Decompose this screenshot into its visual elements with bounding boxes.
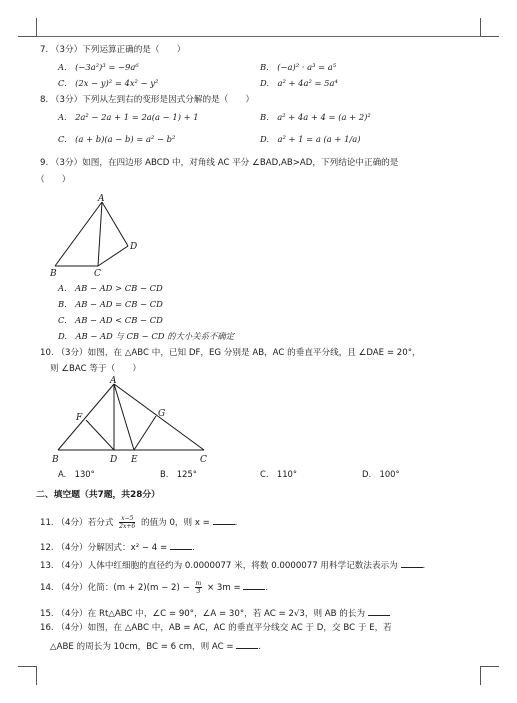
q8-option-b[interactable]: B. a² + 4a + 4 = (a + 2)² xyxy=(260,112,371,122)
q11-fraction xyxy=(119,515,135,530)
q10-option-a[interactable]: A. 130° xyxy=(58,469,95,479)
q8-option-a[interactable]: A. 2a² − 2a + 1 = 2a(a − 1) + 1 xyxy=(58,112,199,122)
q16-answer-blank[interactable] xyxy=(236,639,258,649)
q14-fraction-numerator: m xyxy=(195,580,202,587)
q10-bisector-df xyxy=(86,420,114,450)
q10-stem-line2: 则 ∠BAC 等于（ ） xyxy=(50,364,141,374)
q11-fraction-numerator: x−5 xyxy=(121,515,134,522)
q7-stem: 7. （3分）下列运算正确的是（ ） xyxy=(40,45,186,55)
q15-line xyxy=(40,606,390,620)
q14-prefix: 14. （4分）化简：(m + 2)(m − 2) − xyxy=(40,583,190,593)
q9-diagonal-ac xyxy=(98,202,102,266)
q10-label-c: C xyxy=(200,455,207,465)
q12-line: 12. （4分）分解因式：x² − 4 = . xyxy=(40,540,195,554)
q9-label-b: B xyxy=(50,269,57,279)
q16-line1: 16. （4分）如图，在 △ABC 中，AB = AC，AC 的垂直平分线交 AC 于 D，交 BC 于 E，若 xyxy=(40,623,392,633)
q8-option-d[interactable]: D. a² + 1 = a (a + 1/a) xyxy=(260,134,361,144)
q9-stem-line2: （ ） xyxy=(36,175,71,185)
q10-label-g: G xyxy=(158,409,166,419)
q9-option-d[interactable]: D. AB − AD 与 CB − CD 的大小关系不确定 xyxy=(58,331,235,341)
q14-fraction-denominator: 3 xyxy=(196,588,201,595)
q10-option-c[interactable]: C. 110° xyxy=(260,469,298,479)
q9-label-c: C xyxy=(94,269,101,279)
crop-mark-bottom-right xyxy=(480,666,499,685)
q10-label-f: F xyxy=(76,413,83,423)
q11-fraction-denominator: 2x+6 xyxy=(119,523,136,530)
q15-text: 15. （4分）在 Rt△ABC 中，∠C = 90°，∠A = 30°，若 AC = 2√3，则 AB 的长为 xyxy=(40,609,366,619)
crop-mark-bottom-left xyxy=(18,666,37,685)
q7-option-b[interactable]: B. (−a)² · a³ = a⁵ xyxy=(260,62,337,72)
q14-line: 14. （4分）化简：(m + 2)(m − 2) − $\frac{m}{3}$ × 3m = . xyxy=(40,580,269,595)
q7-option-a[interactable]: A. (−3a²)³ = −9a⁶ xyxy=(58,62,139,72)
q13-answer-blank[interactable] xyxy=(401,558,423,568)
q9-option-a[interactable]: A. AB − AD > CB − CD xyxy=(58,283,163,293)
q10-option-b[interactable]: B. 125° xyxy=(160,469,197,479)
q13-line: 13. （4分）人体中红细胞的直径约为 0.0000077 米，将数 0.0000077 用科学记数法表示为 . xyxy=(40,558,425,572)
q11-answer-blank[interactable] xyxy=(213,515,235,525)
q15-answer-blank[interactable] xyxy=(368,606,390,616)
q7-option-d[interactable]: D. a² + 4a² = 5a⁴ xyxy=(260,78,338,88)
q16-text: △ABE 的周长为 10cm，BC = 6 cm，则 AC = xyxy=(50,642,237,652)
q8-stem: 8. （3分）下列从左到右的变形是因式分解的是（ ） xyxy=(40,95,255,105)
q14-answer-blank[interactable] xyxy=(243,580,265,590)
q7-option-c[interactable]: C. (2x − y)² = 4x² − y² xyxy=(58,78,159,88)
q12-text: 12. （4分）分解因式：x² − 4 = xyxy=(40,543,170,553)
q10-bisector-eg xyxy=(134,416,156,450)
q10-label-d: D xyxy=(110,455,118,465)
q14-fraction xyxy=(195,580,203,595)
q9-side-da xyxy=(102,202,128,246)
q9-side-cd xyxy=(98,246,128,266)
q9-side-ab xyxy=(55,202,102,266)
q9-label-d: D xyxy=(130,242,138,252)
q12-answer-blank[interactable] xyxy=(170,540,192,550)
q10-side-ab xyxy=(58,384,114,450)
q10-label-e: E xyxy=(131,455,138,465)
section-2-heading: 二、填空题（共7题，共28分） xyxy=(36,490,160,500)
crop-mark-top-left xyxy=(18,18,37,37)
q9-quadrilateral-figure xyxy=(50,196,150,281)
q8-option-c[interactable]: C. (a + b)(a − b) = a² − b² xyxy=(58,134,176,144)
q11-line: 11. （4分）若分式 $\frac{x-5}{2x+6}$ 的值为 0，则 x = . xyxy=(40,515,238,530)
q10-label-a: A xyxy=(110,376,117,386)
q10-segment-ae xyxy=(114,384,134,450)
q9-option-c[interactable]: C. AB − AD < CB − CD xyxy=(58,315,163,325)
header-rule xyxy=(36,36,481,37)
q9-label-a: A xyxy=(98,194,105,204)
q14-suffix: × 3m = xyxy=(206,583,244,593)
q11-prefix: 11. （4分）若分式 xyxy=(40,518,114,528)
q10-stem-line1: 10. （3分）如图，在 △ABC 中，已知 DF，EG 分别是 AB，AC 的垂直平分线，且 ∠DAE = 20°， xyxy=(40,348,421,358)
q10-label-b: B xyxy=(52,455,59,465)
q10-triangle-figure xyxy=(52,376,212,464)
q9-stem-line1: 9. （3分）如图，在四边形 ABCD 中，对角线 AC 平分 ∠BAD,AB>AD，下列结论中正确的是 xyxy=(40,158,399,168)
q13-text: 13. （4分）人体中红细胞的直径约为 0.0000077 米，将数 0.0000077 用科学记数法表示为 xyxy=(40,561,398,571)
crop-mark-top-right xyxy=(480,18,499,37)
q16-line2: △ABE 的周长为 10cm，BC = 6 cm，则 AC = . xyxy=(50,639,261,653)
q10-option-d[interactable]: D. 100° xyxy=(362,469,400,479)
q11-suffix: 的值为 0，则 x = xyxy=(140,518,213,528)
q9-option-b[interactable]: B. AB − AD = CB − CD xyxy=(58,299,163,309)
